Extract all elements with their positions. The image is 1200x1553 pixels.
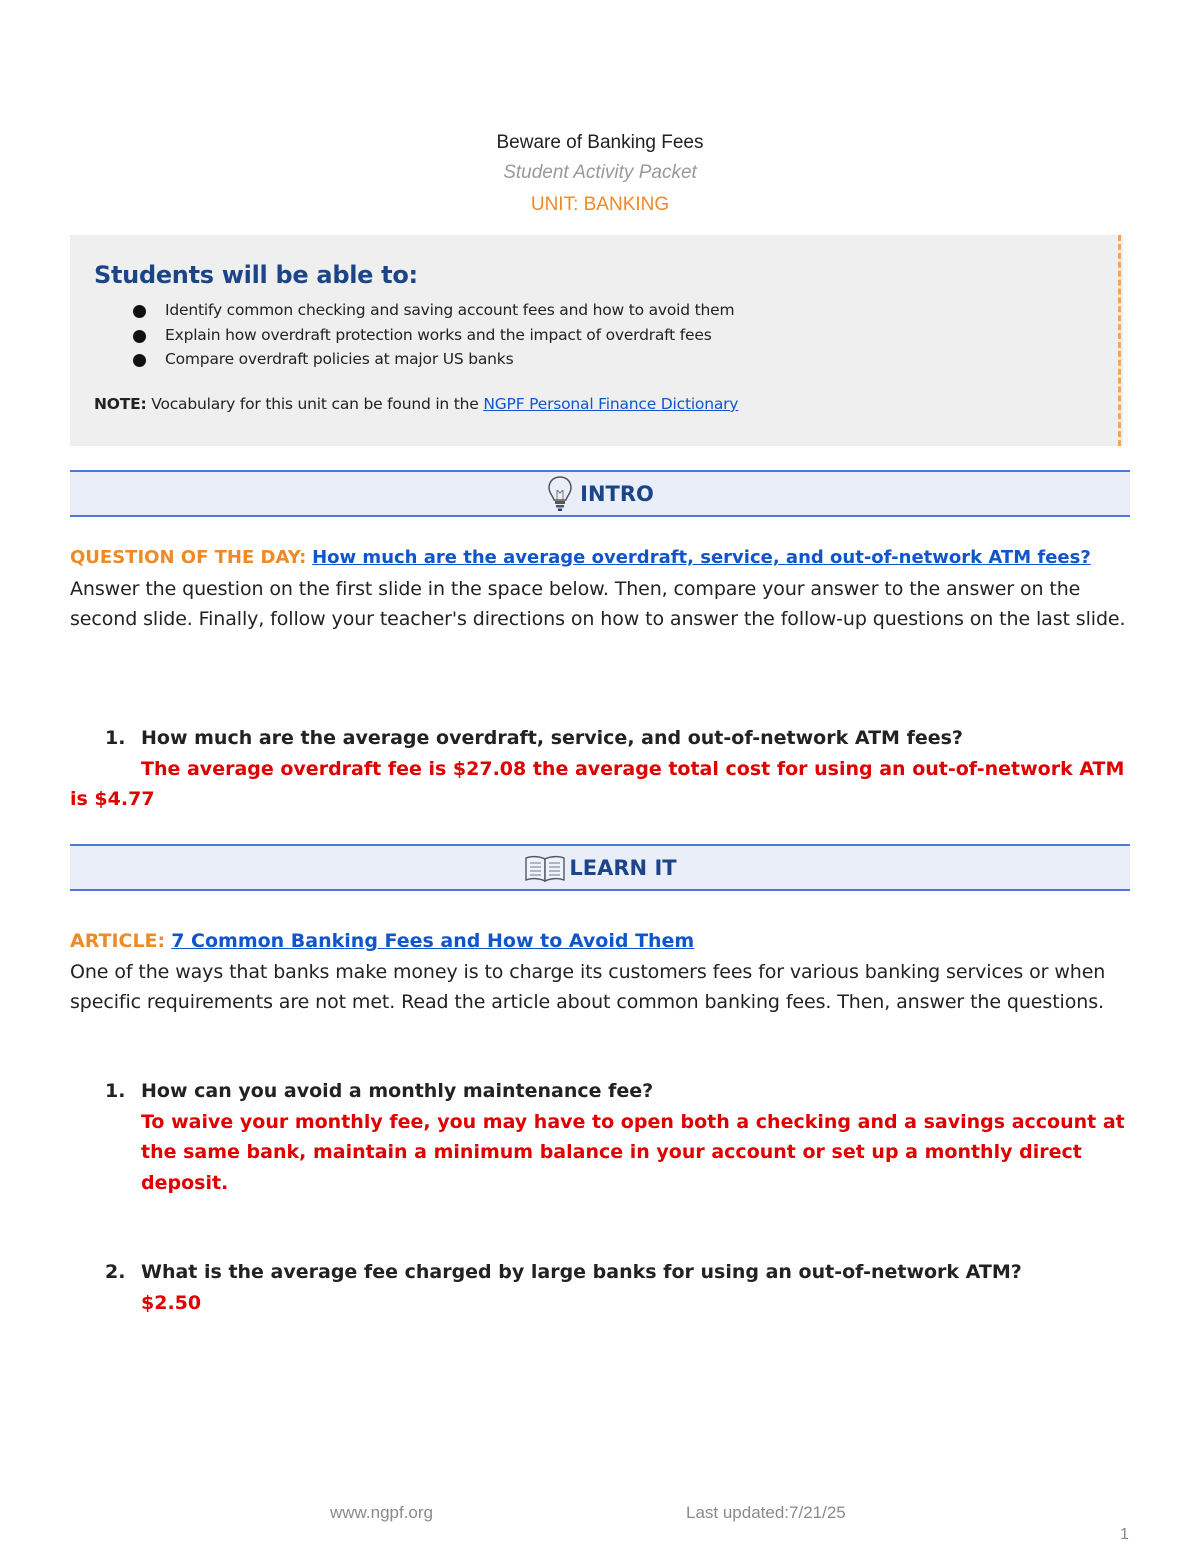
qotd-link[interactable]: How much are the average overdraft, service, and out-of-network ATM fees? — [312, 547, 1091, 568]
objectives-list — [130, 298, 734, 372]
question-text: How can you avoid a monthly maintenance fee? — [141, 1080, 654, 1102]
footer-url: www.ngpf.org — [330, 1503, 433, 1522]
document-title: Beware of Banking Fees — [496, 132, 704, 153]
intro-question-1 — [70, 723, 1130, 815]
document-header — [0, 128, 1200, 222]
bullet-icon — [133, 330, 146, 343]
learn-question-1 — [70, 1076, 1130, 1198]
question-number: 2. — [105, 1261, 126, 1283]
qotd-instructions: Answer the question on the first slide in the space below. Then, compare your answer to the answer on the second slide. Finally, follow your teacher's directions on how to answer the follow-up questions on the last slide. — [70, 577, 1126, 630]
footer-last-updated: Last updated:7/21/25 — [686, 1503, 846, 1522]
article-block — [70, 926, 1130, 1018]
note-label: NOTE: — [94, 395, 147, 413]
unit-label: UNIT: BANKING — [530, 194, 670, 215]
bullet-icon — [133, 354, 146, 367]
question-text: What is the average fee charged by large banks for using an out-of-network ATM? — [141, 1261, 1022, 1283]
dictionary-link[interactable]: NGPF Personal Finance Dictionary — [483, 395, 739, 413]
page-number: 1 — [1120, 1526, 1129, 1543]
article-description: One of the ways that banks make money is to charge its customers fees for various banking services or when specific requirements are not met. Read the article about common banking fees. Then, answer the questions. — [70, 960, 1106, 1013]
bullet-icon — [133, 305, 146, 318]
note-text: Vocabulary for this unit can be found in the — [146, 395, 484, 413]
qotd-label: QUESTION OF THE DAY: — [70, 547, 307, 568]
learn-question-2 — [70, 1257, 1130, 1318]
intro-section-header — [70, 470, 1130, 517]
question-text: How much are the average overdraft, service, and out-of-network ATM fees? — [141, 727, 963, 749]
objective-item: Compare overdraft policies at major US banks — [130, 347, 734, 372]
article-link[interactable]: 7 Common Banking Fees and How to Avoid Them — [171, 930, 695, 952]
question-number: 1. — [105, 727, 126, 749]
learn-it-section-header — [70, 844, 1130, 891]
objectives-accent-bar — [1118, 235, 1121, 446]
objectives-heading: Students will be able to: — [94, 261, 418, 289]
learn-it-section-label: LEARN IT — [569, 855, 677, 880]
answer-text: $2.50 — [141, 1291, 202, 1314]
document-subtitle: Student Activity Packet — [503, 162, 697, 183]
question-of-the-day — [70, 543, 1130, 635]
vocabulary-note — [94, 395, 738, 413]
objective-item: Identify common checking and saving account fees and how to avoid them — [130, 298, 734, 323]
objective-item: Explain how overdraft protection works and the impact of overdraft fees — [130, 323, 734, 348]
answer-text: To waive your monthly fee, you may have to open both a checking and a savings account at the same bank, maintain a minimum balance in your account or set up a monthly direct deposit. — [141, 1110, 1125, 1194]
article-label: ARTICLE: — [70, 930, 166, 952]
objectives-box — [70, 235, 1123, 446]
intro-section-label: INTRO — [580, 481, 654, 506]
book-icon — [523, 853, 567, 883]
question-number: 1. — [105, 1080, 126, 1102]
answer-text: The average overdraft fee is $27.08 the average total cost for using an out-of-network ATM is $4.77 — [70, 757, 1125, 810]
lightbulb-icon — [546, 474, 574, 514]
